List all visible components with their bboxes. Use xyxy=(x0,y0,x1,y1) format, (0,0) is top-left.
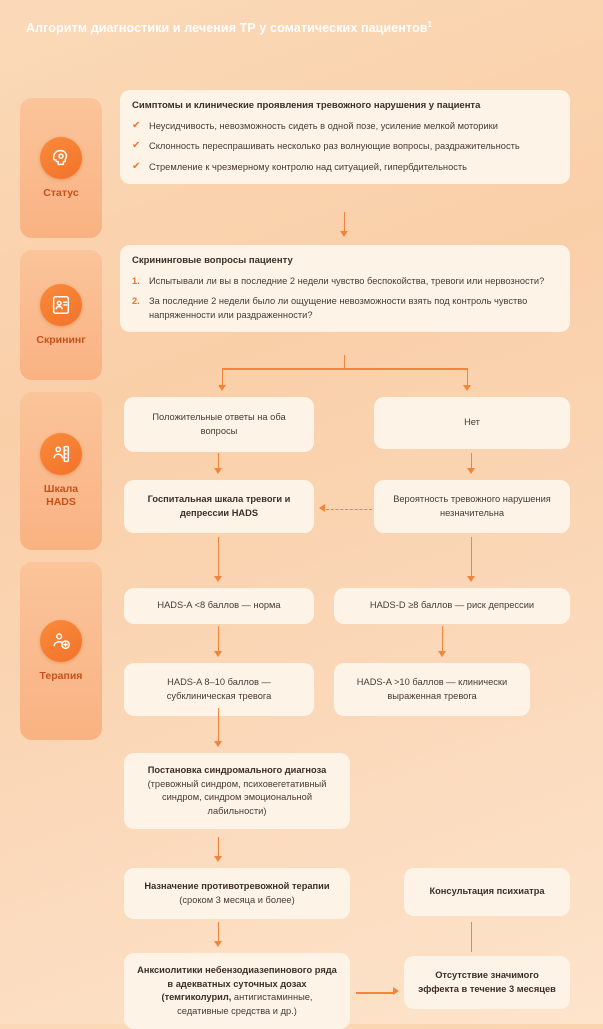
box-negative-answer: Нет xyxy=(374,397,570,448)
list-item: ✔ Стремление к чрезмерному контролю над ситуацией, гипербдительность xyxy=(132,161,558,174)
arrow-icon xyxy=(319,504,325,512)
stage-status xyxy=(20,98,102,238)
box-unlikely: Вероятность тревожного нарушения незначительна xyxy=(374,480,570,533)
box-therapy-assignment: Назначение противотревожной терапии (сроком 3 месяца и более) xyxy=(124,868,350,919)
arrow-icon xyxy=(214,856,222,862)
box-symptoms xyxy=(120,90,570,184)
head-brain-icon xyxy=(40,137,82,179)
connector xyxy=(471,453,472,469)
arrow-icon xyxy=(214,576,222,582)
connector xyxy=(222,368,467,369)
box-syndrome-diagnosis: Постановка синдромального диагноза (тревожный синдром, психовегетативный синдром, синдром эмоциональной лабильности) xyxy=(124,753,350,829)
stage-hads xyxy=(20,392,102,550)
stage-label-status: Статус xyxy=(43,186,79,199)
connector xyxy=(344,212,345,232)
person-ruler-icon xyxy=(40,433,82,475)
screening-list xyxy=(132,275,558,322)
stage-rail xyxy=(20,50,102,1005)
connector xyxy=(467,368,468,386)
screening-heading: Скрининговые вопросы пациенту xyxy=(132,255,293,267)
arrow-icon xyxy=(218,385,226,391)
list-item: Испытывали ли вы в последние 2 недели чувство беспокойства, тревоги или нервозности? xyxy=(149,275,545,286)
arrow-icon xyxy=(214,741,222,747)
arrow-icon xyxy=(393,987,399,995)
stage-label-hads: Шкала HADS xyxy=(43,483,79,509)
arrow-icon xyxy=(467,468,475,474)
connector xyxy=(471,537,472,577)
clipboard-person-icon xyxy=(40,284,82,326)
box-anxiolytics: Анксиолитики небензодиазепинового ряда в адекватных суточных дозах (темгиколурил, антигистаминные, седативные средства и др.) xyxy=(124,953,350,1029)
box-no-effect: Отсутствие значимого эффекта в течение 3 месяцев xyxy=(404,956,570,1009)
connector xyxy=(356,992,394,993)
list-item: За последние 2 недели было ли ощущение невозможности взять под контроль чувство напряженности или раздраженности? xyxy=(149,296,528,320)
symptoms-heading: Симптомы и клинические проявления тревожного нарушения у пациента xyxy=(132,100,481,112)
connector xyxy=(218,922,219,942)
connector xyxy=(218,837,219,857)
arrow-icon xyxy=(438,651,446,657)
arrow-icon xyxy=(340,231,348,237)
connector xyxy=(218,537,219,577)
list-item: ✔ Неусидчивость, невозможность сидеть в одной позе, усиление мелкой моторики xyxy=(132,120,558,133)
diagram-layout xyxy=(20,50,583,1016)
list-item: ✔ Склонность переспрашивать несколько раз волнующие вопросы, раздражительность xyxy=(132,140,558,153)
person-plus-icon xyxy=(40,620,82,662)
connector xyxy=(442,626,443,652)
arrow-icon xyxy=(463,385,471,391)
arrow-icon xyxy=(467,576,475,582)
stage-therapy xyxy=(20,562,102,740)
box-hads-d-risk: HADS-D ≥8 баллов — риск депрессии xyxy=(334,588,570,623)
symptoms-list xyxy=(132,120,558,174)
connector xyxy=(344,355,345,369)
arrow-icon xyxy=(214,651,222,657)
arrow-icon xyxy=(214,941,222,947)
box-hads-a-norm: HADS-A <8 баллов — норма xyxy=(124,588,314,623)
page-title: Алгоритм диагностики и лечения ТР у соматических пациентов$^1$ xyxy=(26,20,433,36)
connector xyxy=(218,453,219,469)
flow-column xyxy=(112,50,583,1016)
box-hads-a-clinical: HADS-A >10 баллов — клинически выраженная тревога xyxy=(334,663,530,716)
connector-dashed xyxy=(326,509,372,510)
box-hads-scale: Госпитальная шкала тревоги и депрессии HADS xyxy=(124,480,314,533)
box-psychiatrist-consultation: Консультация психиатра xyxy=(404,868,570,915)
box-positive-answers: Положительные ответы на оба вопросы xyxy=(124,397,314,452)
connector xyxy=(218,708,219,742)
connector xyxy=(218,626,219,652)
box-screening xyxy=(120,245,570,332)
stage-label-therapy: Терапия xyxy=(39,669,83,682)
stage-screening xyxy=(20,250,102,380)
arrow-icon xyxy=(214,468,222,474)
connector xyxy=(222,368,223,386)
stage-label-screening: Скрининг xyxy=(36,333,86,346)
box-hads-a-subclinical: HADS-A 8–10 баллов — субклиническая тревога xyxy=(124,663,314,716)
connector xyxy=(471,922,472,952)
